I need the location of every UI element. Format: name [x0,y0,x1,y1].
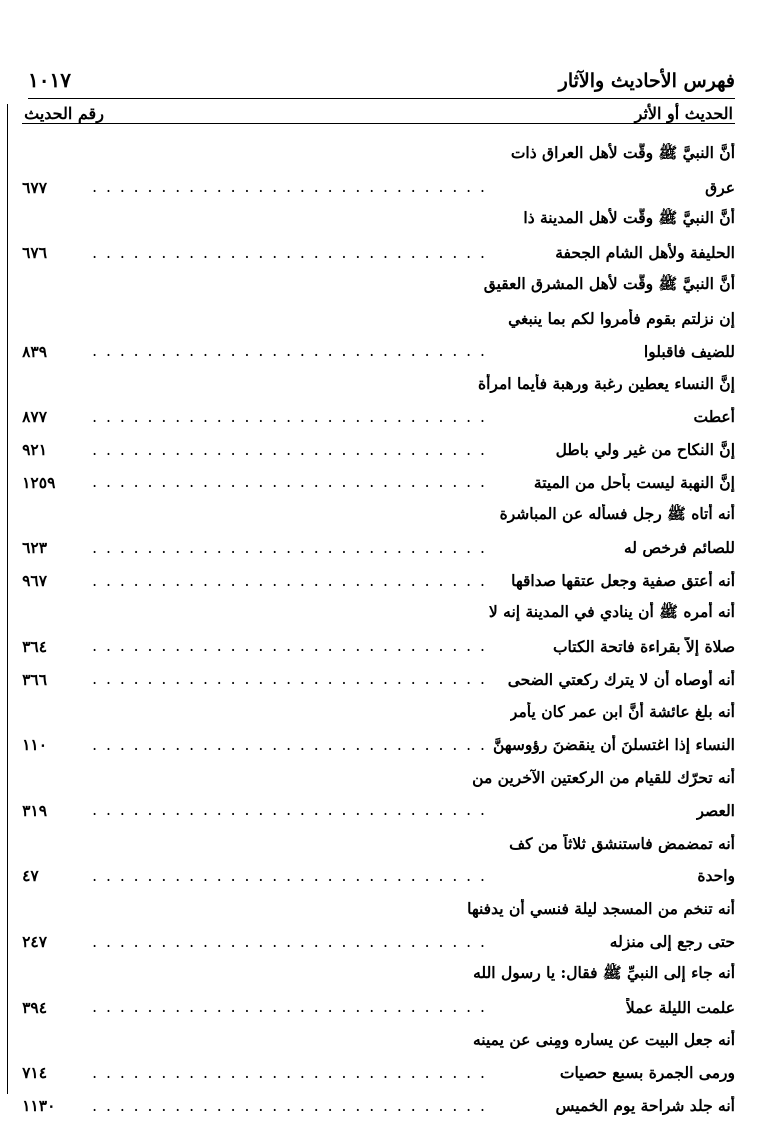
entry-text: إنَّ النساء يعطين رغبة ورهبة فأيما امرأة [477,374,735,394]
leader-dots: . . . . . . . . . . . . . . . . . . . . . . . . . . . . . [92,571,487,590]
entry-text: أنه جعل البيت عن يساره ومِنى عن يمينه [473,1030,735,1050]
entry-number: ٣٦٤ [22,636,48,656]
entry-text: واحدة [697,866,735,886]
entry-number: ٦٢٣ [22,538,48,558]
entry-text: صلاة إلاَّ بقراءة فاتحة الكتاب [552,636,735,656]
column-heading-number: رقم الحديث [24,104,104,123]
index-entry-line [22,1089,735,1122]
column-heading-text: الحديث أو الأثر [634,104,733,123]
index-entry-line [22,827,735,860]
entry-text: أنه تحرّك للقيام من الركعتين الآخرين من [472,768,735,788]
index-entry-line [22,991,735,1024]
leader-dots: . . . . . . . . . . . . . . . . . . . . . . . . . . . . . [92,1063,487,1082]
index-entry-line [22,728,735,761]
index-entry-line [22,925,735,958]
entry-number: ١٢٥٩ [22,472,56,492]
index-entry-line [22,597,735,630]
index-entry-line [22,761,735,794]
entry-number: ١١٣٠ [22,1096,56,1115]
entry-text: إنَّ النهبة ليست بأحل من الميتة [533,472,735,492]
leader-dots: . . . . . . . . . . . . . . . . . . . . . . . . . . . . . [92,342,487,361]
entry-number: ٤٧ [22,866,39,886]
entry-number: ٦٧٧ [22,177,48,197]
entry-text: أنه أوصاه أن لا يترك ركعتي الضحى [507,669,735,689]
entry-number: ٢٤٧ [22,932,48,952]
entry-text: أنه أتاه ﷺ رجل فسأله عن المباشرة [499,503,735,523]
entry-text: إنَّ النكاح من غير ولي باطل [555,440,735,460]
index-entry-line [22,630,735,663]
index-entry-line [22,860,735,893]
index-entry-line [22,171,735,204]
leader-dots: . . . . . . . . . . . . . . . . . . . . . . . . . . . . . [92,473,487,492]
leader-dots: . . . . . . . . . . . . . . . . . . . . . . . . . . . . . [92,1096,487,1115]
entry-text: أنه تنخم من المسجد ليلة فنسي أن يدفنها [467,899,735,919]
running-title: فهرس الأحاديث والآثار [558,70,735,92]
entry-text: عرق [705,177,735,197]
index-entry-line [22,958,735,991]
index-entry-line [22,138,735,171]
entry-text: أعطت [693,407,735,427]
entry-text: أنَّ النبيَّ ﷺ وقَّت لأهل المشرق العقيق [483,274,735,294]
leader-dots: . . . . . . . . . . . . . . . . . . . . . . . . . . . . . [92,440,487,459]
index-entry-line [22,236,735,269]
entry-text: حتى رجع إلى منزله [609,932,735,952]
index-entry-line [22,564,735,597]
entry-text: أنه بلغ عائشة أنَّ ابن عمر كان يأمر [509,702,735,722]
running-header [28,58,735,99]
index-entry-line [22,696,735,729]
leader-dots: . . . . . . . . . . . . . . . . . . . . . . . . . . . . . [92,670,487,689]
column-entries [22,138,735,1122]
entry-text: أنه أعتق صفية وجعل عتقها صداقها [511,571,735,591]
index-column-right [22,104,735,1115]
entry-text: أنَّ النبيَّ ﷺ وقَّت لأهل العراق ذات [510,142,735,162]
entry-text: أنه جلد شراحة يوم الخميس [555,1096,735,1115]
leader-dots: . . . . . . . . . . . . . . . . . . . . . . . . . . . . . [92,407,487,426]
index-entry-line [22,335,735,368]
entry-number: ٧١٤ [22,1063,48,1083]
entry-number: ٩٦٧ [22,571,48,591]
entry-number: ٣٩٤ [22,997,48,1017]
entry-text: للصائم فرخص له [623,538,735,558]
entry-number: ٨٧٧ [22,407,48,427]
entry-text: أنه جاء إلى النبيِّ ﷺ فقال: يا رسول الله [473,962,735,982]
index-entry-line [22,532,735,565]
index-entry-line [22,368,735,401]
index-entry-line [22,1024,735,1057]
entry-text: أنه أمره ﷺ أن ينادي في المدينة إنه لا [488,602,735,622]
entry-number: ١١٠ [22,735,48,755]
entry-number: ٣١٩ [22,800,48,820]
entry-number: ٨٣٩ [22,341,48,361]
index-entry-line [22,302,735,335]
index-entry-line [22,466,735,499]
entry-text: إن نزلتم بقوم فأمروا لكم بما ينبغي [508,308,735,328]
leader-dots: . . . . . . . . . . . . . . . . . . . . . . . . . . . . . [92,637,487,656]
leader-dots: . . . . . . . . . . . . . . . . . . . . . . . . . . . . . [92,932,487,951]
entry-text: النساء إذا اغتسلنَ أن ينقضنَ رؤوسهنَّ [492,735,735,755]
leader-dots: . . . . . . . . . . . . . . . . . . . . . . . . . . . . . [92,866,487,885]
index-entry-line [22,400,735,433]
index-entry-line [22,499,735,532]
leader-dots: . . . . . . . . . . . . . . . . . . . . . . . . . . . . . [92,801,487,820]
index-entry-line [22,269,735,302]
leader-dots: . . . . . . . . . . . . . . . . . . . . . . . . . . . . . [92,735,487,754]
leader-dots: . . . . . . . . . . . . . . . . . . . . . . . . . . . . . [92,538,487,557]
entry-text: للضيف فاقبلوا [643,341,735,361]
leader-dots: . . . . . . . . . . . . . . . . . . . . . . . . . . . . . [92,243,487,262]
index-entry-line [22,794,735,827]
index-entry-line [22,892,735,925]
leader-dots: . . . . . . . . . . . . . . . . . . . . . . . . . . . . . [92,178,487,197]
column-divider [7,104,8,1094]
entry-number: ٦٧٦ [22,243,48,263]
index-entry-line [22,204,735,237]
index-columns [22,104,735,1115]
entry-number: ٣٦٦ [22,669,48,689]
entry-text: أنَّ النبيَّ ﷺ وقَّت لأهل المدينة ذا [523,208,735,228]
column-header [22,104,735,124]
index-entry-line [22,1056,735,1089]
entry-text: ورمى الجمرة بسبع حصيات [559,1063,735,1083]
page-number: ١٠١٧ [28,68,71,92]
entry-number: ٩٢١ [22,440,48,460]
entry-text: أنه تمضمض فاستنشق ثلاثاً من كف [509,833,735,853]
index-entry-line [22,663,735,696]
entry-text: العصر [696,800,735,820]
entry-text: الحليفة ولأهل الشام الجحفة [555,243,735,263]
leader-dots: . . . . . . . . . . . . . . . . . . . . . . . . . . . . . [92,998,487,1017]
index-entry-line [22,433,735,466]
entry-text: علمت الليلة عملاً [625,997,735,1017]
